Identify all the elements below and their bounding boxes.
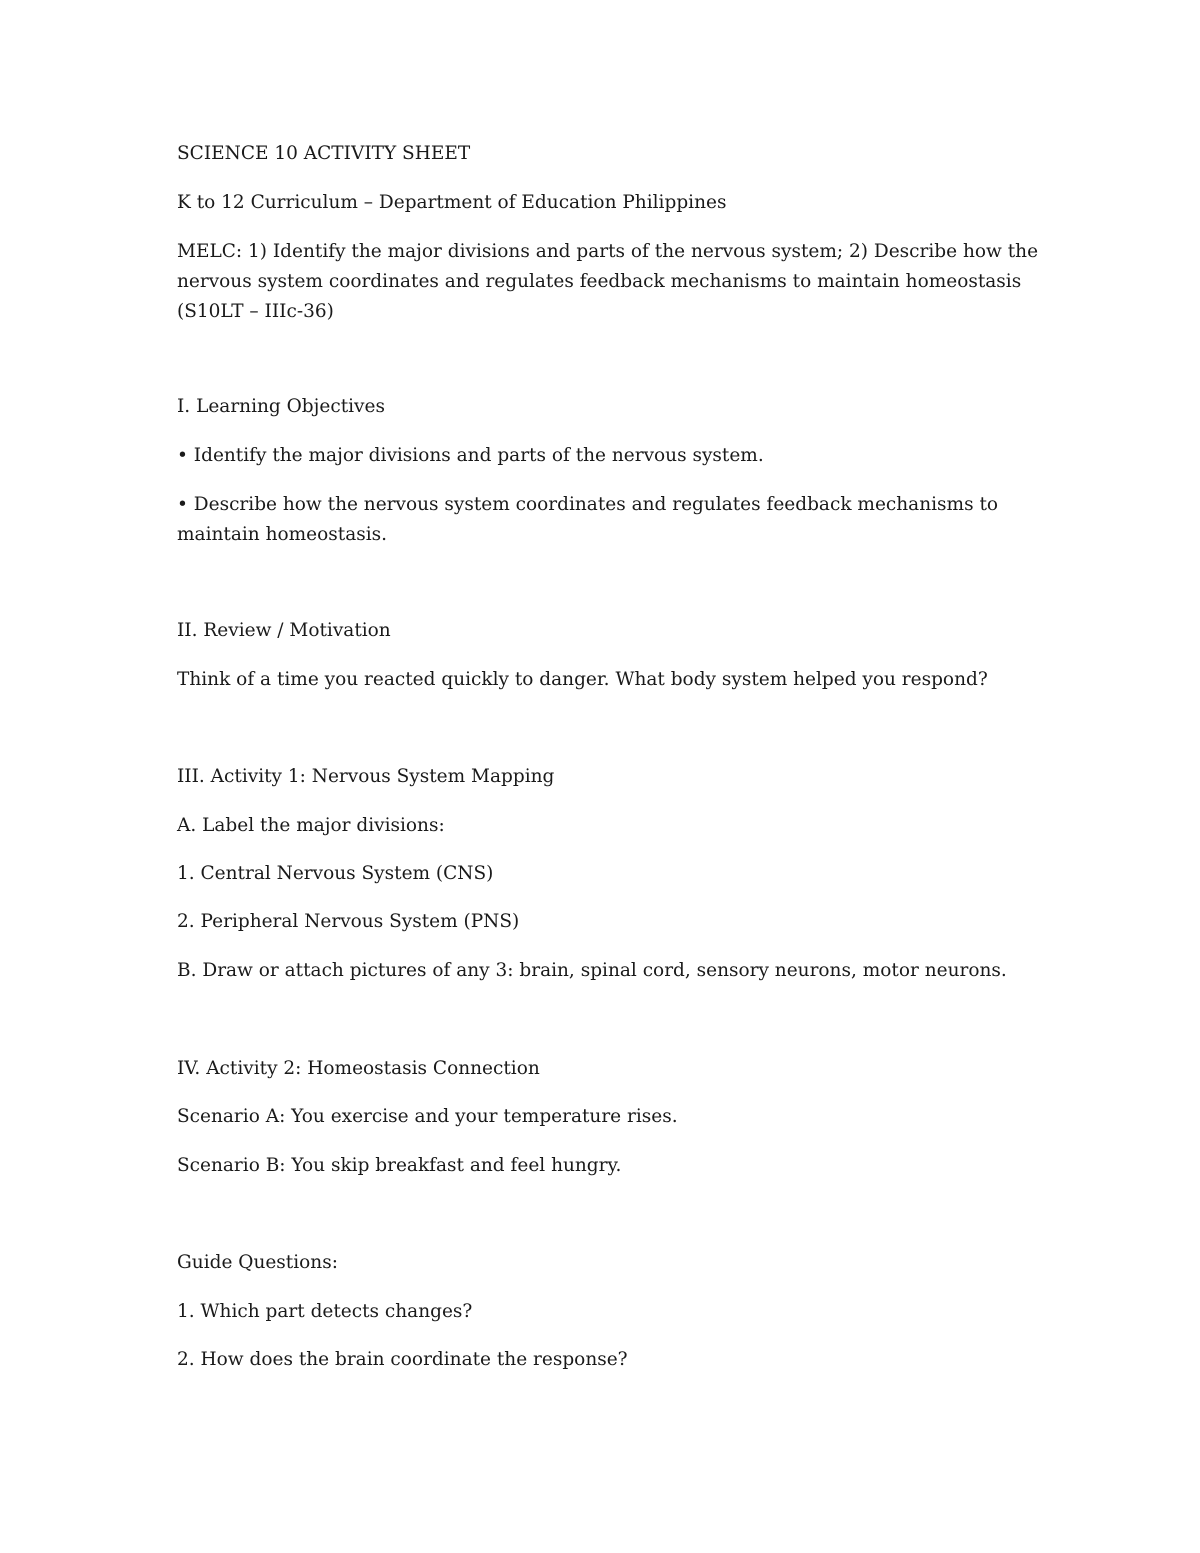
curriculum-line: K to 12 Curriculum – Department of Education Philippines xyxy=(177,192,727,213)
melc-line-1: MELC: 1) Identify the major divisions and parts of the nervous system; 2) Describe how the xyxy=(177,241,1039,262)
activity-1-part-a: A. Label the major divisions: xyxy=(177,815,445,836)
guide-question-1: 1. Which part detects changes? xyxy=(177,1301,473,1322)
section-heading-objectives: I. Learning Objectives xyxy=(177,396,385,417)
activity-1-item-2: 2. Peripheral Nervous System (PNS) xyxy=(177,911,520,932)
melc-line-3: (S10LT – IIIc-36) xyxy=(177,301,334,322)
scenario-a: Scenario A: You exercise and your temperature rises. xyxy=(177,1106,678,1127)
activity-1-part-b: B. Draw or attach pictures of any 3: brain, spinal cord, sensory neurons, motor neurons. xyxy=(177,960,1007,981)
section-heading-review: II. Review / Motivation xyxy=(177,620,391,641)
melc-line-2: nervous system coordinates and regulates feedback mechanisms to maintain homeostasis xyxy=(177,271,1022,292)
objective-bullet-1: • Identify the major divisions and parts of the nervous system. xyxy=(177,445,764,466)
guide-question-2: 2. How does the brain coordinate the response? xyxy=(177,1349,628,1370)
section-heading-activity-1: III. Activity 1: Nervous System Mapping xyxy=(177,766,555,787)
review-prompt: Think of a time you reacted quickly to danger. What body system helped you respond? xyxy=(177,669,988,690)
objective-bullet-2-line-2: maintain homeostasis. xyxy=(177,524,388,545)
activity-1-item-1: 1. Central Nervous System (CNS) xyxy=(177,863,494,884)
guide-questions-heading: Guide Questions: xyxy=(177,1252,338,1273)
scenario-b: Scenario B: You skip breakfast and feel hungry. xyxy=(177,1155,622,1176)
document-title: SCIENCE 10 ACTIVITY SHEET xyxy=(177,143,471,164)
objective-bullet-2-line-1: • Describe how the nervous system coordinates and regulates feedback mechanisms to xyxy=(177,494,999,515)
section-heading-activity-2: IV. Activity 2: Homeostasis Connection xyxy=(177,1058,540,1079)
